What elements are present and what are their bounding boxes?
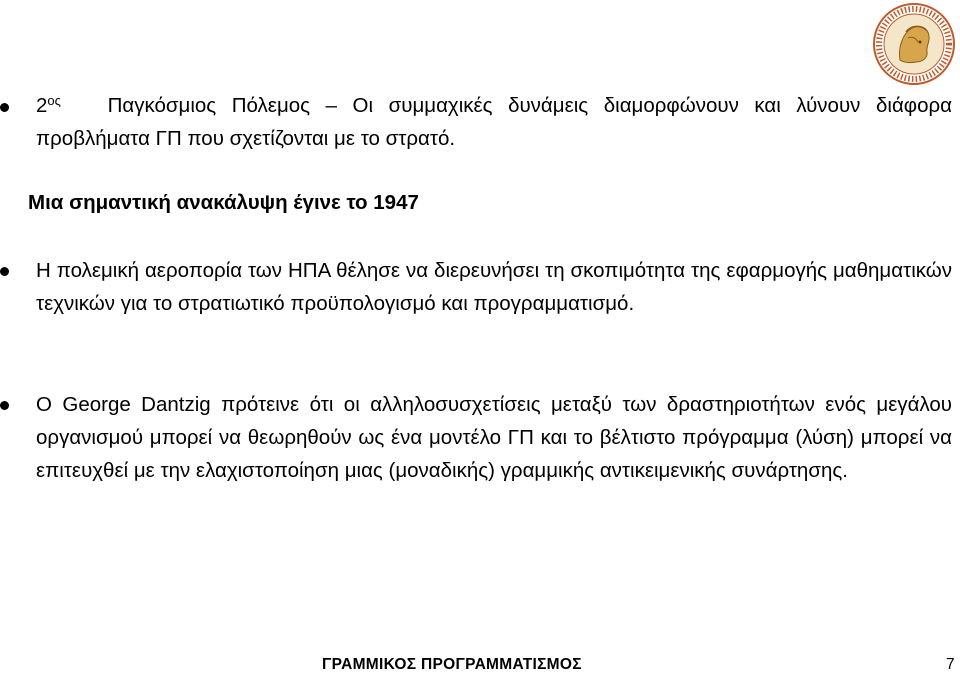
institution-seal-logo — [872, 2, 956, 86]
section-heading: Μια σημαντική ανακάλυψη έγινε το 1947 — [28, 191, 419, 214]
bullet-3-paragraph: O George Dantzig πρότεινε ότι οι αλληλοσυσχετίσεις μεταξύ των δραστηριοτήτων ενός μεγάλου οργανισμού μπορεί να θεωρηθούν ως ένα μοντέλο ΓΠ και το βέλτιστο πρόγραμμα (λύση) μπορεί να επιτευχθεί με την ελαχιστοποίηση μιας (μοναδικής) γραμμικής αντικειμενικής συνάρτησης. — [36, 393, 952, 482]
bullet-2-paragraph: Η πολεμική αεροπορία των ΗΠΑ θέλησε να διερευνήσει τη σκοπιμότητα της εφαρμογής μαθηματικών τεχνικών για το στρατιωτικό προϋπολογισμό και προγραμματισμό. — [36, 259, 952, 315]
bullet-icon — [0, 267, 9, 276]
page-number: 7 — [946, 656, 955, 673]
ordinal-suffix: ος — [47, 92, 61, 108]
bullet-icon — [0, 401, 9, 410]
ordinal-number: 2 — [36, 94, 48, 117]
bullet-1-text: Παγκόσμιος Πόλεμος – Οι συμμαχικές δυνάμεις διαμορφώνουν και λύνουν διάφορα προβλήματα ΓΠ που σχετίζονται με το στρατό. — [36, 94, 952, 150]
bullet-icon — [0, 103, 9, 112]
footer-title: ΓΡΑΜΜΙΚΟΣ ΠΡΟΓΡΑΜΜΑΤΙΣΜΟΣ — [322, 656, 582, 673]
bullet-1-paragraph — [36, 89, 952, 155]
